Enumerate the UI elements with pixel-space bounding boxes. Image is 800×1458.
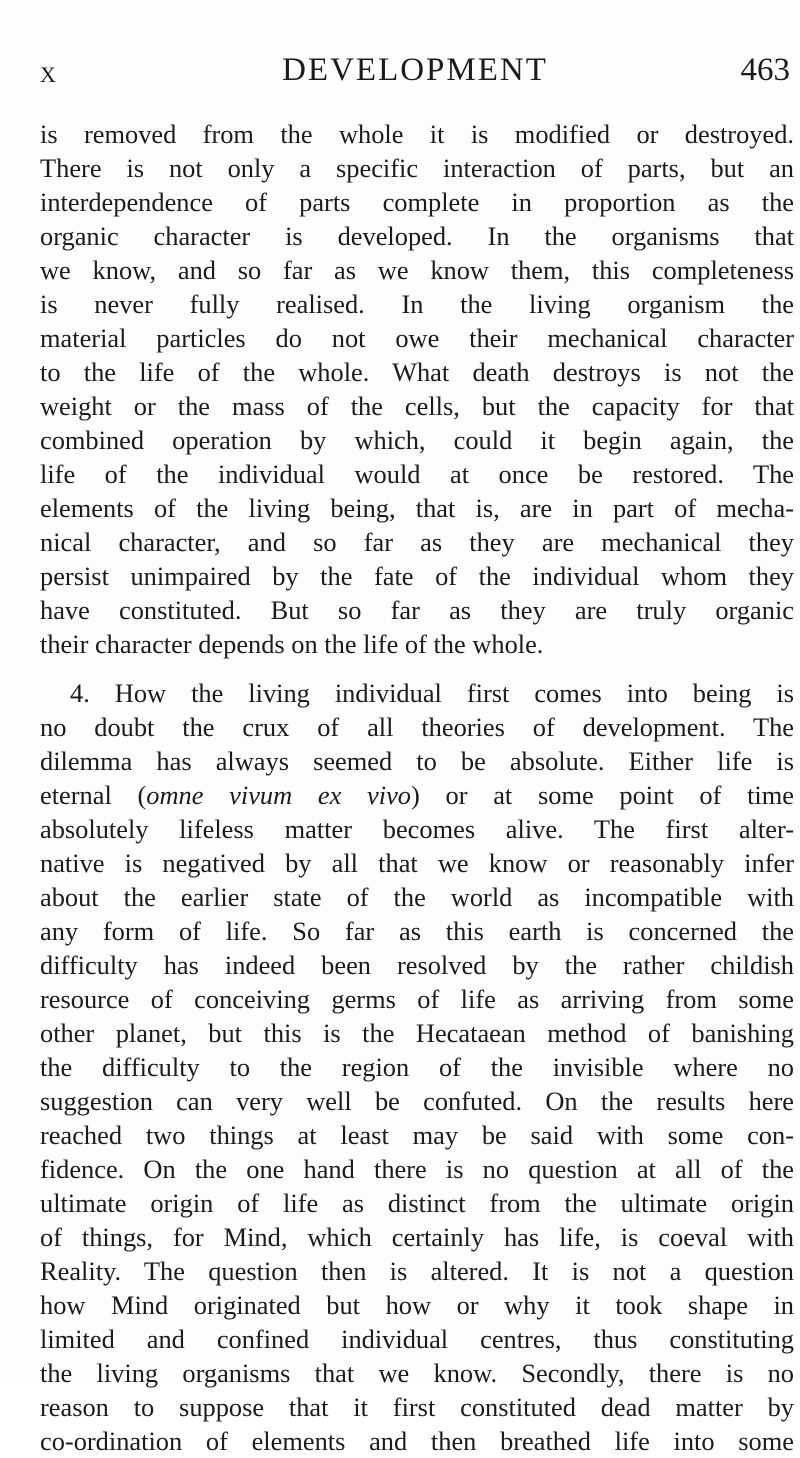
text-line: material particles do not owe their mechanical character [40,323,794,353]
text-line-with-italic [40,778,794,812]
body-text [40,117,794,1458]
page-header [40,52,790,92]
page-number: 463 [740,52,790,88]
text-line: persist unimpaired by the fate of the individual whom they [40,561,794,591]
paragraph-gap [40,661,794,676]
text-segment: ) or at some point of time [411,780,794,810]
text-line: co-ordination of elements and then breathed life into some [40,1426,794,1456]
text-line: their character depends on the life of the whole. [40,629,544,659]
text-line: how Mind originated but how or why it took shape in [40,1290,794,1320]
text-line: is removed from the whole it is modified or destroyed. [40,119,794,149]
text-line: limited and confined individual centres, thus constituting [40,1324,794,1354]
text-line: interdependence of parts complete in proportion as the [40,187,794,217]
text-line: life of the individual would at once be restored. The [40,459,794,489]
text-segment: eternal ( [40,780,147,810]
text-line: the difficulty to the region of the invisible where no [40,1052,794,1082]
text-line: reason to suppose that it first constituted dead matter by [40,1392,794,1422]
text-line: about the earlier state of the world as incompatible with [40,882,794,912]
text-line: other planet, but this is the Hecataean method of banishing [40,1018,794,1048]
text-line: difficulty has indeed been resolved by the rather childish [40,950,794,980]
text-line: to the life of the whole. What death destroys is not the [40,357,794,387]
text-line: weight or the mass of the cells, but the capacity for that [40,391,794,421]
text-line: combined operation by which, could it begin again, the [40,425,794,455]
text-line: suggestion can very well be confuted. On the results here [40,1086,794,1116]
text-line: reached two things at least may be said with some con- [40,1120,794,1150]
text-line: 4. How the living individual first comes into being is [70,678,794,708]
text-line: no doubt the crux of all theories of development. The [40,712,794,742]
text-line: dilemma has always seemed to be absolute. Either life is [40,746,794,776]
text-line: elements of the living being, that is, are in part of mecha- [40,493,794,523]
paragraph-2 [40,676,794,1458]
text-line: There is not only a specific interaction of parts, but an [40,153,794,183]
text-line: is never fully realised. In the living organism the [40,289,794,319]
text-line: any form of life. So far as this earth is concerned the [40,916,794,946]
chapter-number: X [40,62,57,87]
paragraph-1 [40,117,794,661]
text-line: have constituted. But so far as they are truly organic [40,595,794,625]
text-line: we know, and so far as we know them, this completeness [40,255,794,285]
text-line: absolutely lifeless matter becomes alive. The first alter- [40,814,794,844]
text-line: resource of conceiving germs of life as arriving from some [40,984,794,1014]
text-line: fidence. On the one hand there is no question at all of the [40,1154,794,1184]
text-line: ultimate origin of life as distinct from the ultimate origin [40,1188,794,1218]
text-line: of things, for Mind, which certainly has life, is coeval with [40,1222,794,1252]
running-head: DEVELOPMENT [282,52,548,88]
text-line: nical character, and so far as they are mechanical they [40,527,794,557]
latin-phrase: omne vivum ex vivo [146,780,412,810]
text-line: organic character is developed. In the organisms that [40,221,794,251]
text-line: the living organisms that we know. Secondly, there is no [40,1358,794,1388]
text-line: Reality. The question then is altered. It is not a question [40,1256,794,1286]
text-line: native is negatived by all that we know or reasonably infer [40,848,794,878]
